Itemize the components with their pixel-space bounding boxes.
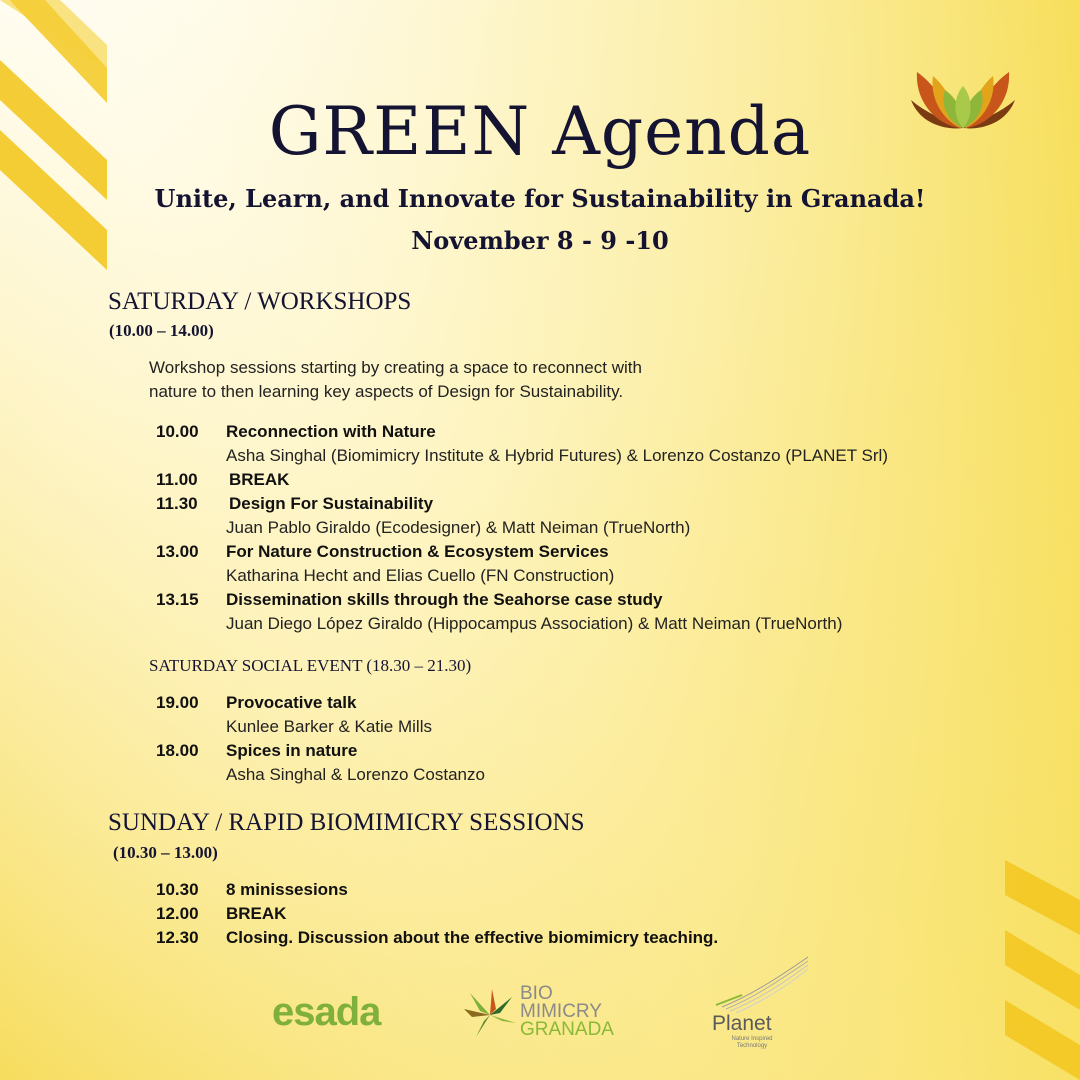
schedule-row [156,588,1016,636]
planet-tagline [722,1036,782,1050]
row-title: Provocative talk [226,693,357,712]
schedule-row [156,468,1016,492]
row-time: 13.15 [156,590,199,609]
row-title: Closing. Discussion about the effective biomimicry teaching. [226,928,719,947]
schedule-row [156,492,1016,540]
row-time: 13.00 [156,542,199,561]
saturday-description-line1: Workshop sessions starting by creating a space to reconnect with [149,358,642,377]
planet-swoosh-icon [712,955,812,1015]
sunday-time: (10.30 – 13.00) [113,843,218,862]
row-title: BREAK [226,904,287,923]
schedule-row [156,926,1016,950]
planet-name: Planet [712,1012,772,1035]
saturday-description [149,356,769,404]
row-title: Reconnection with Nature [226,422,436,441]
row-time: 19.00 [156,693,199,712]
saturday-heading: SATURDAY / WORKSHOPS [108,288,412,315]
schedule-row [156,902,1016,926]
row-time: 12.00 [156,904,199,923]
bio-line1: BIO [520,983,553,1004]
bio-line2: MIMICRY [520,1001,602,1022]
row-title: Design For Sustainability [229,494,434,513]
row-speakers: Asha Singhal & Lorenzo Costanzo [226,765,485,784]
saturday-description-line2: nature to then learning key aspects of Design for Sustainability. [149,382,624,401]
planet-tag1: Nature Inspired [731,1036,773,1042]
row-time: 11.30 [156,494,198,513]
row-title: 8 minissesions [226,880,348,899]
row-speakers: Kunlee Barker & Katie Mills [226,717,432,736]
schedule-row [156,420,1016,468]
row-speakers: Katharina Hecht and Elias Cuello (FN Construction) [226,566,615,585]
planet-tag2: Technology [736,1043,768,1049]
schedule-row [156,691,1016,739]
row-speakers: Juan Diego López Giraldo (Hippocampus Association) & Matt Neiman (TrueNorth) [226,614,843,633]
planet-logo [712,1012,772,1036]
row-speakers: Asha Singhal (Biomimicry Institute & Hybrid Futures) & Lorenzo Costanzo (PLANET Srl) [226,446,888,465]
social-heading: SATURDAY SOCIAL EVENT (18.30 – 21.30) [149,656,472,675]
row-time: 10.30 [156,880,199,899]
event-dates: November 8 - 9 -10 [411,226,669,255]
row-title: For Nature Construction & Ecosystem Services [226,542,609,561]
bio-line3: GRANADA [520,1019,614,1040]
schedule-row [156,878,1016,902]
row-title: Dissemination skills through the Seahorse case study [226,590,663,609]
row-title: Spices in nature [226,741,358,760]
saturday-time: (10.00 – 14.00) [109,321,214,340]
row-time: 12.30 [156,928,199,947]
biomimicry-leaf-icon [460,987,520,1043]
row-speakers: Juan Pablo Giraldo (Ecodesigner) & Matt Neiman (TrueNorth) [226,518,691,537]
page-title: GREEN Agenda [268,93,812,170]
subtitle: Unite, Learn, and Innovate for Sustainability in Granada! [154,184,926,213]
esada-logo: esada [272,990,381,1034]
sunday-heading: SUNDAY / RAPID BIOMIMICRY SESSIONS [108,809,585,836]
row-time: 10.00 [156,422,199,441]
schedule-row [156,540,1016,588]
row-time: 11.00 [156,470,198,489]
schedule-row [156,739,1016,787]
row-title: BREAK [229,470,290,489]
row-time: 18.00 [156,741,199,760]
biomimicry-logo-text [520,985,614,1039]
